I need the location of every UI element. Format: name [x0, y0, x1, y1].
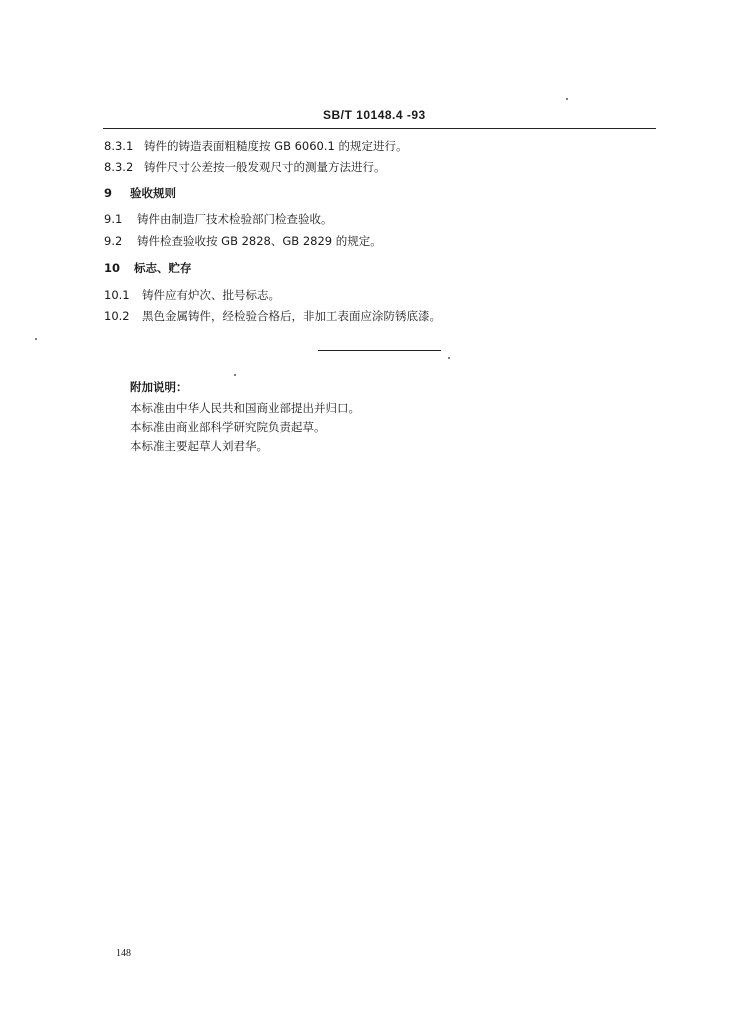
- scan-speck: [566, 98, 568, 100]
- clause-number: 9.1: [104, 212, 123, 226]
- section-10-heading: [104, 261, 192, 275]
- section-title: 验收规则: [130, 186, 176, 200]
- clause-10-2: [104, 309, 441, 323]
- clause-number: 10.1: [104, 288, 130, 302]
- additional-notes-title: 附加说明：: [130, 380, 188, 394]
- clause-text: 黑色金属铸件，经检验合格后，非加工表面应涂防锈底漆。: [142, 309, 441, 323]
- clause-9-1: [104, 212, 333, 226]
- note-line: 本标准由商业部科学研究院负责起草。: [130, 420, 326, 434]
- page-number: 148: [116, 948, 131, 959]
- clause-8-3-2: [104, 160, 386, 174]
- header-rule: [103, 128, 656, 129]
- standard-code-header: SB/T 10148.4 -93: [323, 108, 426, 122]
- clause-number: 8.3.1: [104, 139, 134, 153]
- scan-speck: [35, 338, 37, 340]
- clause-text: 铸件应有炉次、批号标志。: [142, 288, 280, 302]
- clause-text: 铸件检查验收按 GB 2828、GB 2829 的规定。: [137, 234, 382, 248]
- clause-number: 8.3.2: [104, 160, 134, 174]
- clause-9-2: [104, 234, 382, 248]
- clause-text: 铸件由制造厂技术检验部门检查验收。: [137, 212, 333, 226]
- section-title: 标志、贮存: [134, 261, 192, 275]
- clause-number: 10.2: [104, 309, 130, 323]
- note-line: 本标准主要起草人刘君华。: [130, 439, 268, 453]
- section-number: 10: [104, 261, 121, 275]
- clause-number: 9.2: [104, 234, 123, 248]
- clause-8-3-1: [104, 139, 408, 153]
- end-of-text-rule: [318, 350, 441, 351]
- scan-speck: [234, 374, 236, 376]
- section-9-heading: [104, 186, 176, 200]
- section-number: 9: [104, 186, 113, 200]
- clause-text: 铸件尺寸公差按一般发观尺寸的测量方法进行。: [144, 160, 386, 174]
- scan-speck: [448, 357, 450, 359]
- clause-10-1: [104, 288, 280, 302]
- clause-text: 铸件的铸造表面粗糙度按 GB 6060.1 的规定进行。: [144, 139, 408, 153]
- note-line: 本标准由中华人民共和国商业部提出并归口。: [130, 401, 360, 415]
